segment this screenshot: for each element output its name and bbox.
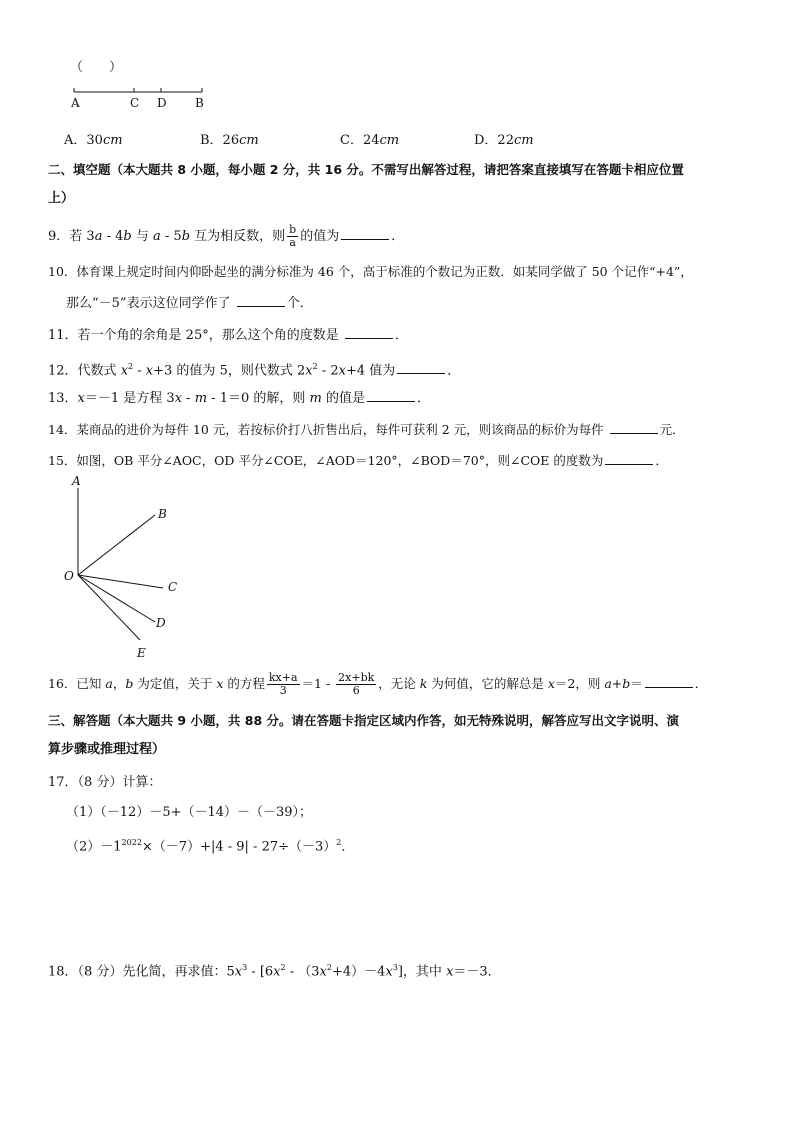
q13-var: x <box>77 391 85 406</box>
q18-var: x <box>319 964 327 980</box>
q11-answer-blank[interactable] <box>345 325 393 339</box>
q18-exp: 3 <box>392 963 398 972</box>
option-c[interactable] <box>340 129 399 148</box>
option-a-unit: cm <box>102 133 123 148</box>
question-17-title: 17．（8 分）计算： <box>48 775 162 790</box>
q18-var: x <box>273 964 281 980</box>
q13-var: m <box>194 391 208 406</box>
q12-answer-blank[interactable] <box>397 360 445 374</box>
option-a-text: A．30 <box>64 133 103 148</box>
q18-var: x <box>234 964 243 980</box>
q12-text: - 2 <box>317 363 339 379</box>
q18-exp: 2 <box>280 963 286 972</box>
q18-text: ＝－3． <box>453 964 501 980</box>
q13-text: - <box>182 391 195 406</box>
q8-paren: （ ） <box>70 60 123 75</box>
q18-exp: 2 <box>326 963 332 972</box>
q11-text: ． <box>394 328 408 343</box>
q16-text: ＝ <box>630 676 643 691</box>
q16-fraction-1 <box>267 672 300 697</box>
q15-answer-blank[interactable] <box>605 451 653 465</box>
question-10-line1: 10．体育课上规定时间内仰卧起坐的满分标准为 46 个，高于标准的个数记为正数．如某同学做了 50 个记作“+4”， <box>48 264 693 279</box>
q13-text: ． <box>416 391 430 406</box>
q9-var: b <box>181 229 191 244</box>
q16-fraction-2 <box>336 672 376 697</box>
q12-var: x <box>305 363 313 379</box>
q18-var: x <box>385 964 393 980</box>
q9-answer-blank[interactable] <box>341 226 389 240</box>
q13-text: ＝－1 是方程 3 <box>84 391 175 406</box>
section3-heading-line1: 三、解答题（本大题共 9 小题，共 88 分。请在答题卡指定区域内作答，如无特殊说明，解答应写出文字说明、演 <box>48 713 680 728</box>
question-13 <box>48 388 430 409</box>
question-15 <box>48 451 668 471</box>
q12-var: x <box>338 363 346 379</box>
q18-text: +4）－4 <box>331 964 386 980</box>
q16-frac2-num: 2x+bk <box>338 671 375 684</box>
q13-text: - 1＝0 的解，则 <box>207 391 310 406</box>
q16-var: x <box>216 676 224 691</box>
q17-text: （2）－1 <box>66 839 122 855</box>
option-d-text: D．22 <box>474 133 514 148</box>
q9-text: - 5 <box>160 229 182 244</box>
q12-exp: 2 <box>312 362 318 371</box>
q9-var: a <box>94 229 103 244</box>
q16-var: a+b <box>604 676 631 691</box>
q12-text: - <box>133 363 146 379</box>
option-d[interactable] <box>474 129 534 148</box>
ray-oc <box>78 575 163 588</box>
fig-label-c: C <box>168 580 178 594</box>
q9-fraction <box>287 224 298 249</box>
q16-var: a <box>105 676 113 691</box>
q16-frac2-den: 6 <box>352 684 360 697</box>
q15-text: 15．如图，OB 平分∠AOC，OD 平分∠COE，∠AOD＝120°，∠BOD＝70°，则∠COE 的度数为 <box>48 453 604 468</box>
q10-text: 那么“－5”表示这位同学作了 <box>66 296 235 311</box>
q16-text: ＝1 - <box>301 676 335 691</box>
q12-text: +4 值为 <box>345 363 396 379</box>
question-9 <box>48 224 404 249</box>
question-12 <box>48 357 460 381</box>
q18-text: - [6 <box>247 964 274 980</box>
q9-text: 与 <box>131 229 153 244</box>
option-b-text: B．26 <box>200 133 240 148</box>
point-label-d: D <box>157 96 167 110</box>
point-label-a: A <box>71 96 80 110</box>
q13-text: 的值是 <box>321 391 365 406</box>
question-17-part2 <box>66 833 354 857</box>
question-11 <box>48 325 408 346</box>
q13-answer-blank[interactable] <box>367 388 415 402</box>
q12-text: 12．代数式 <box>48 363 121 379</box>
q17-exp: 2 <box>336 838 342 847</box>
q16-text: 的方程 <box>223 676 265 691</box>
q13-var: m <box>309 391 322 406</box>
q16-var: x <box>547 676 555 691</box>
point-label-b: B <box>195 96 204 110</box>
section3-heading-line2: 算步骤或推理过程） <box>48 742 166 757</box>
q18-text: 18．（8 分）先化简，再求值：5 <box>48 964 235 980</box>
q18-text: - （3 <box>285 964 320 980</box>
q16-text: 为何值，它的解总是 <box>427 676 548 691</box>
section2-heading-line2: 上） <box>48 191 75 206</box>
q16-text: 为定值，关于 <box>133 676 217 691</box>
q12-exp: 2 <box>128 362 134 371</box>
question-10-line2 <box>66 293 313 314</box>
q13-var: x <box>174 391 183 406</box>
option-d-unit: cm <box>513 133 534 148</box>
option-c-text: C．24 <box>340 133 380 148</box>
q17-text: ×（－7）+|4 - 9| - 27÷（－3） <box>141 839 337 855</box>
option-b[interactable] <box>200 129 259 148</box>
q14-text: 14．某商品的进价为每件 10 元，若按标价打八折售出后，每件可获利 2 元，则该商品的标价为每件 <box>48 422 608 437</box>
question-16 <box>48 672 707 697</box>
angle-figure <box>60 470 200 660</box>
q9-text: 的值为 <box>300 229 340 244</box>
q16-text: ，无论 <box>378 676 420 691</box>
q16-var: b <box>125 676 134 691</box>
q16-text: ． <box>694 676 708 691</box>
q12-text: ． <box>447 363 461 379</box>
q12-var: x <box>120 363 129 379</box>
q9-frac-num: b <box>289 223 297 236</box>
q12-var: x <box>145 363 154 379</box>
option-a[interactable] <box>64 129 123 148</box>
q17-text: ． <box>341 839 355 855</box>
q14-answer-blank[interactable] <box>610 420 658 434</box>
q10-answer-blank[interactable] <box>237 293 285 307</box>
q14-text: 元． <box>659 422 685 437</box>
q9-text: 9．若 3 <box>48 229 95 244</box>
q10-text: 个． <box>286 296 313 311</box>
q16-frac1-den: 3 <box>279 684 287 697</box>
q13-text: 13． <box>48 391 78 406</box>
q9-text: ． <box>391 229 405 244</box>
q16-text: ＝2，则 <box>554 676 605 691</box>
q18-text: ]，其中 <box>397 964 447 980</box>
question-17-part1: （1）（－12）－5+（－14）－（－39）； <box>66 805 313 820</box>
fig-label-a: A <box>72 474 81 488</box>
q9-text: 互为相反数，则 <box>190 229 286 244</box>
q18-exp: 3 <box>242 963 248 972</box>
q16-var: k <box>419 676 428 691</box>
fig-label-d: D <box>156 616 166 630</box>
q18-var: x <box>446 964 454 980</box>
q11-text: 11．若一个角的余角是 25°，那么这个角的度数是 <box>48 328 343 343</box>
fig-label-o: O <box>64 569 74 583</box>
q16-frac1-num: kx+a <box>268 671 298 684</box>
q16-text: 16．已知 <box>48 676 106 691</box>
option-c-unit: cm <box>379 133 400 148</box>
q16-answer-blank[interactable] <box>645 674 693 688</box>
point-label-c: C <box>130 96 140 110</box>
question-18 <box>48 958 501 982</box>
q9-text: - 4 <box>102 229 124 244</box>
q15-text: ． <box>655 453 668 468</box>
q9-frac-den: a <box>289 236 296 249</box>
ray-ob <box>78 515 155 575</box>
section2-heading-line1: 二、填空题（本大题共 8 小题，每小题 2 分，共 16 分。不需写出解答过程，请把答案直接填写在答题卡相应位置 <box>48 162 684 177</box>
q12-text: +3 的值为 5，则代数式 2 <box>153 363 306 379</box>
question-14 <box>48 420 685 440</box>
q17-exp: 2022 <box>121 838 142 847</box>
q9-var: b <box>123 229 132 244</box>
fig-label-b: B <box>158 507 167 521</box>
fig-label-e: E <box>137 646 146 660</box>
q16-text: ， <box>112 676 126 691</box>
segment-figure <box>66 82 216 114</box>
q9-var: a <box>152 229 161 244</box>
option-b-unit: cm <box>239 133 259 148</box>
